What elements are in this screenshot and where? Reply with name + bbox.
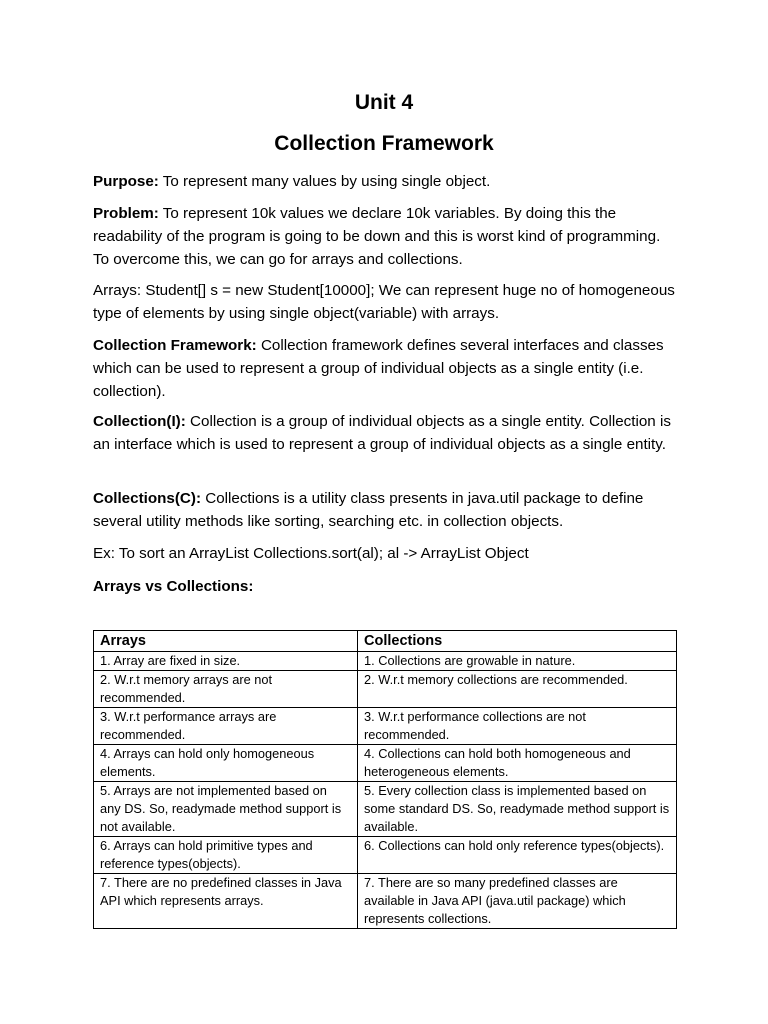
- purpose-label: Purpose:: [93, 173, 159, 190]
- collections-class-text: Collections is a utility class presents in java.util package to define several utility methods like sorting, searching etc. in collection objects.: [93, 490, 644, 530]
- table-row: [94, 652, 677, 671]
- table-row: [94, 782, 677, 837]
- arrays-cell: 4. Arrays can hold only homogeneous elements.: [94, 745, 358, 782]
- header-arrays: Arrays: [94, 631, 358, 652]
- collections-class-paragraph: [93, 487, 678, 533]
- table-header-row: [94, 631, 677, 652]
- collection-framework-paragraph: [93, 334, 678, 403]
- collections-class-label: Collections(C):: [93, 490, 201, 507]
- unit-heading: Unit 4: [354, 91, 414, 114]
- collection-interface-text: Collection is a group of individual objects as a single entity. Collection is an interface which is used to represent a group of individual objects as a single entity.: [93, 413, 671, 453]
- table-row: [94, 671, 677, 708]
- arrays-cell: 1. Array are fixed in size.: [94, 652, 358, 671]
- arrays-paragraph: Arrays: Student[] s = new Student[10000]; We can represent huge no of homogeneous type of elements by using single object(variable) with arrays.: [93, 282, 675, 322]
- collections-cell: 6. Collections can hold only reference types(objects).: [358, 837, 677, 874]
- collections-cell: 7. There are so many predefined classes are available in Java API (java.util package) which represents collections.: [358, 874, 677, 929]
- table-row: [94, 874, 677, 929]
- purpose-paragraph: [93, 170, 678, 193]
- table-row: [94, 708, 677, 745]
- page-title: Collection Framework: [274, 132, 494, 155]
- collection-interface-paragraph: [93, 410, 678, 456]
- comparison-table: [93, 630, 677, 929]
- collection-interface-label: Collection(I):: [93, 413, 186, 430]
- table-row: [94, 745, 677, 782]
- collections-cell: 4. Collections can hold both homogeneous and heterogeneous elements.: [358, 745, 677, 782]
- collections-cell: 5. Every collection class is implemented based on some standard DS. So, readymade method support is available.: [358, 782, 677, 837]
- collection-framework-label: Collection Framework:: [93, 337, 257, 354]
- purpose-text: To represent many values by using single object.: [158, 173, 491, 190]
- collections-cell: 1. Collections are growable in nature.: [358, 652, 677, 671]
- problem-text: To represent 10k values we declare 10k variables. By doing this the readability of the program is going to be down and this is worst kind of programming. To overcome this, we can go for arrays and collections.: [93, 205, 661, 268]
- collection-framework-text: Collection framework defines several interfaces and classes which can be used to represent a group of individual objects as a single entity (i.e. collection).: [93, 337, 664, 400]
- arrays-cell: 5. Arrays are not implemented based on any DS. So, readymade method support is not available.: [94, 782, 358, 837]
- table-row: [94, 837, 677, 874]
- example-paragraph: Ex: To sort an ArrayList Collections.sort(al); al -> ArrayList Object: [93, 545, 529, 562]
- arrays-cell: 6. Arrays can hold primitive types and reference types(objects).: [94, 837, 358, 874]
- collections-cell: 2. W.r.t memory collections are recommended.: [358, 671, 677, 708]
- arrays-cell: 3. W.r.t performance arrays are recommended.: [94, 708, 358, 745]
- collections-cell: 3. W.r.t performance collections are not recommended.: [358, 708, 677, 745]
- comparison-heading: Arrays vs Collections:: [93, 578, 254, 595]
- arrays-cell: 2. W.r.t memory arrays are not recommended.: [94, 671, 358, 708]
- problem-label: Problem:: [93, 205, 159, 222]
- header-collections: Collections: [358, 631, 677, 652]
- arrays-cell: 7. There are no predefined classes in Java API which represents arrays.: [94, 874, 358, 929]
- problem-paragraph: [93, 202, 678, 271]
